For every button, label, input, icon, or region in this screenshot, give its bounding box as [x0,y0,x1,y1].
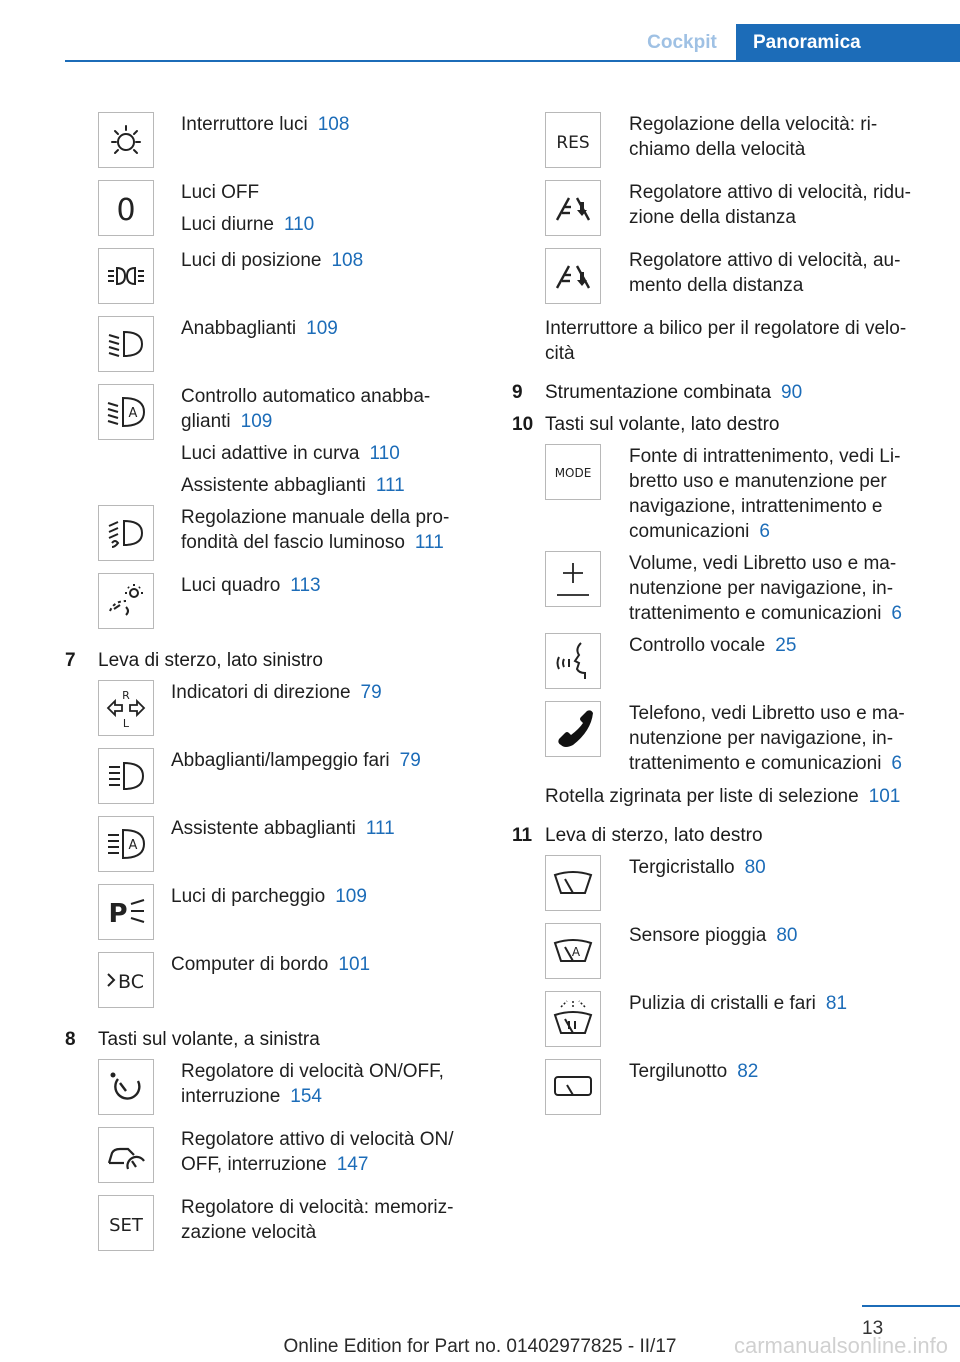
section-title-text: Strumentazione combinata [545,382,772,403]
page-ref[interactable]: 110 [369,443,400,464]
set-speed-icon [98,1195,154,1251]
row-label: comunicazioni [629,521,750,542]
row-label: mento della distanza [629,275,804,296]
res-glyph: RES [556,133,590,153]
row-telephone [629,701,905,776]
row-label: nutenzione per navigazione, in- [629,578,894,599]
row-lights-off [181,180,314,237]
row-label: nutenzione per navigazione, in- [629,728,894,749]
tab-cockpit[interactable] [628,24,736,62]
volume-icon [545,551,601,607]
section-title: Leva di sterzo, lato destro [545,825,763,846]
rear-wiper-icon [545,1059,601,1115]
section-number: 7 [65,650,76,671]
row-label: Assistente abbaglianti [181,475,366,496]
page-ref[interactable]: 109 [306,318,338,339]
active-cruise-icon [98,1127,154,1183]
a-glyph: A [571,945,581,959]
row-headlight-range [181,505,449,555]
page-ref[interactable]: 109 [335,886,367,907]
row-volume [629,551,902,626]
bc-glyph: BC [118,971,144,993]
page-ref[interactable]: 110 [283,214,315,235]
page-ref[interactable]: 108 [331,250,364,271]
page-ref[interactable]: 6 [891,753,902,774]
row-label: Luci quadro [181,575,281,596]
page-ref[interactable]: 79 [360,682,382,703]
board-computer-icon [98,952,154,1008]
page-ref[interactable]: 81 [825,993,848,1014]
row-label: Telefono, vedi Libretto uso e ma- [629,703,905,724]
page-ref[interactable]: 108 [317,114,350,135]
row-label: Controllo vocale [629,635,766,656]
row-label: Regolatore attivo di velocità, ridu- [629,182,911,203]
section-number: 10 [512,414,534,435]
auto-low-beam-icon [98,384,154,440]
page-ref[interactable]: 79 [399,750,421,771]
section-number: 11 [512,825,533,846]
row-label: glianti [181,411,231,432]
page-ref[interactable]: 80 [776,925,798,946]
row-label: OFF, interruzione [181,1154,327,1175]
row-label: Luci di parcheggio [171,886,326,907]
tab-panoramica-label: Panoramica [753,32,861,53]
row-label: Luci di posizione [181,250,322,271]
row-label: Regolatore di velocità: memoriz- [181,1197,454,1218]
page-ref[interactable]: 80 [744,857,766,878]
row-label: chiamo della velocità [629,139,806,160]
row-label: Luci diurne [181,214,274,235]
instrument-lighting-icon [98,573,154,629]
edition-note: Online Edition for Part no. 01402977825 - II/17 [283,1336,677,1357]
page-ref[interactable]: 111 [375,475,405,496]
high-beam-assistant-icon [98,816,154,872]
lights-off-icon [98,180,154,236]
row-label: Luci OFF [181,182,260,203]
telephone-icon [545,701,601,757]
row-label: Pulizia di cristalli e fari [629,993,816,1014]
page-number: 13 [862,1318,884,1339]
set-glyph: SET [109,1215,143,1236]
cruise-control-icon [98,1059,154,1115]
page-ref[interactable]: 25 [775,635,797,656]
r-glyph: R [122,689,130,702]
parking-lights-icon [98,884,154,940]
tab-cockpit-label: Cockpit [647,32,717,53]
row-label: Controllo automatico anabba- [181,386,431,407]
headlight-range-icon [98,505,154,561]
note-text: Rotella zigrinata per liste di selezione [545,786,859,807]
a-glyph: A [128,838,138,853]
row-label: interruzione [181,1086,281,1107]
row-board-computer [171,952,370,977]
zero-glyph: 0 [116,193,136,228]
high-beam-icon [98,748,154,804]
row-label: bretto uso e manutenzione per [629,471,887,492]
distance-increase-icon [545,248,601,304]
row-light-switch [181,112,349,137]
position-lights-icon [98,248,154,304]
row-resume-speed [629,112,877,162]
p-glyph: P [108,899,128,929]
note-text: Interruttore a bilico per il regolatore di velo- [545,318,907,339]
row-voice-control [629,633,796,658]
l-glyph: L [122,717,130,730]
section-title: Tasti sul volante, lato destro [545,414,780,435]
row-high-beams [171,748,421,773]
row-cruise-on-off [181,1059,444,1109]
footer-rule [862,1305,960,1307]
a-glyph: A [128,406,138,421]
light-switch-icon [98,112,154,168]
page-ref[interactable]: 109 [240,411,273,432]
row-label: zione della distanza [629,207,796,228]
section-number: 8 [65,1029,76,1050]
row-label: Interruttore luci [181,114,308,135]
row-entertainment-source [629,444,900,544]
row-wipers [629,855,766,880]
header-rule [65,60,960,62]
page-ref[interactable]: 113 [290,575,321,596]
row-rain-sensor [629,923,797,948]
row-label: Abbaglianti/lampeggio fari [171,750,390,771]
thumbwheel-note [545,784,900,809]
row-label: trattenimento e comunicazioni [629,603,882,624]
rocker-switch-note [545,316,906,366]
turn-signal-icon [98,680,154,736]
row-low-beam [181,316,338,341]
row-label: navigazione, intrattenimento e [629,496,883,517]
page-ref[interactable]: 111 [365,818,395,839]
row-position-lights [181,248,363,273]
resume-speed-icon [545,112,601,168]
page-ref[interactable]: 154 [290,1086,322,1107]
row-label: Regolazione manuale della pro- [181,507,450,528]
section-title: Tasti sul volante, a sinistra [98,1029,320,1050]
row-label: Volume, vedi Libretto uso e ma- [629,553,897,574]
page-ref[interactable]: 111 [414,532,444,553]
row-turn-signals [171,680,382,705]
row-label: zazione velocità [181,1222,317,1243]
section-title [545,380,802,405]
page-ref[interactable]: 147 [336,1154,369,1175]
mode-glyph: MODE [554,466,592,480]
row-washer [629,991,847,1016]
row-label: Luci adattive in curva [181,443,360,464]
row-high-beam-assistant [171,816,395,841]
rain-sensor-icon [545,923,601,979]
row-label: Regolatore attivo di velocità ON/ [181,1129,454,1150]
row-rear-wiper [629,1059,758,1084]
low-beam-icon [98,316,154,372]
voice-control-icon [545,633,601,689]
row-label: Assistente abbaglianti [171,818,356,839]
page-ref[interactable]: 82 [737,1061,759,1082]
row-label: Tergilunotto [629,1061,728,1082]
row-label: Regolatore di velocità ON/OFF, [181,1061,444,1082]
row-label: Regolatore attivo di velocità, au- [629,250,901,271]
row-instrument-lighting [181,573,321,598]
page-ref[interactable]: 101 [868,786,901,807]
row-active-cruise-on-off [181,1127,453,1177]
section-title: Leva di sterzo, lato sinistro [98,650,323,671]
washer-icon [545,991,601,1047]
page-ref[interactable]: 101 [338,954,371,975]
section-number: 9 [512,382,523,403]
page-ref[interactable]: 6 [891,603,902,624]
row-label: Fonte di intrattenimento, vedi Li- [629,446,901,467]
row-set-speed [181,1195,453,1245]
row-label: Anabbaglianti [181,318,297,339]
row-label: Sensore pioggia [629,925,767,946]
note-text: cità [545,343,575,364]
tab-panoramica[interactable] [736,24,960,62]
row-auto-low-beam [181,384,430,498]
page-ref[interactable]: 90 [781,382,803,403]
row-label: Regolazione della velocità: ri- [629,114,878,135]
row-distance-decrease [629,180,911,230]
watermark: carmanualsonline.info [733,1333,948,1358]
row-label: trattenimento e comunicazioni [629,753,882,774]
row-label: fondità del fascio luminoso [181,532,405,553]
wiper-icon [545,855,601,911]
mode-icon [545,444,601,500]
page-ref[interactable]: 6 [759,521,770,542]
row-label: Computer di bordo [171,954,329,975]
row-label: Indicatori di direzione [171,682,351,703]
row-label: Tergicristallo [629,857,735,878]
row-parking-lights [171,884,367,909]
distance-decrease-icon [545,180,601,236]
row-distance-increase [629,248,900,298]
